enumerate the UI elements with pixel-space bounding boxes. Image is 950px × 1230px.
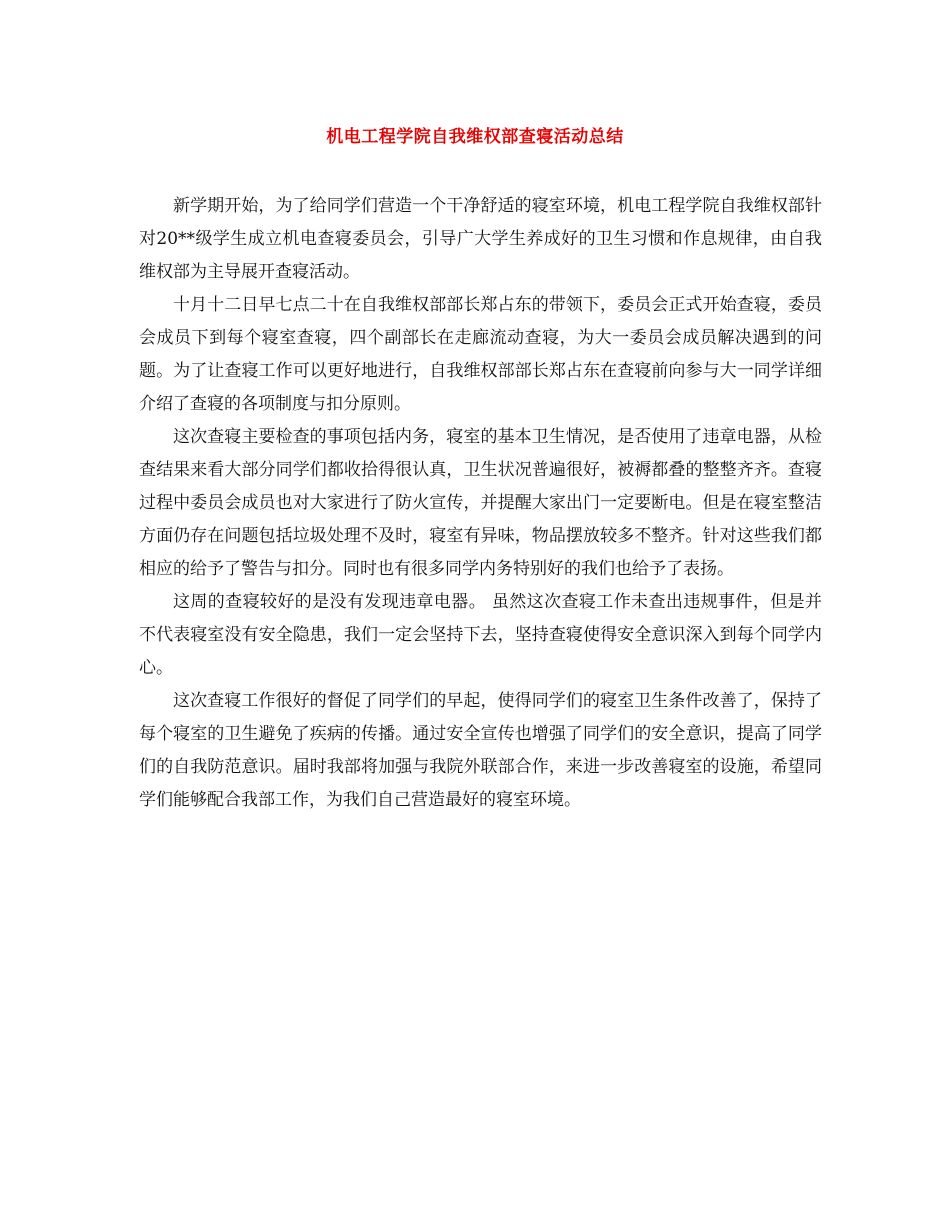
paragraph-3: 这次查寝主要检查的事项包括内务，寝室的基本卫生情况，是否使用了违章电器，从检查结果来看大部分同学们都收拾得很认真，卫生状况普遍很好，被褥都叠的整整齐齐。查寝过程中委员会成员也对大家进行了防火宣传，并提醒大家出门一定要断电。但是在寝室整洁方面仍存在问题包括垃圾处理不及时，寝室有异味，物品摆放较多不整齐。针对这些我们都相应的给予了警告与扣分。同时也有很多同学内务特别好的我们也给予了表扬。 bbox=[139, 427, 822, 579]
document-title: 机电工程学院自我维权部查寝活动总结 bbox=[326, 127, 624, 147]
paragraph-5: 这次查寝工作很好的督促了同学们的早起，使得同学们的寝室卫生条件改善了，保持了每个寝室的卫生避免了疾病的传播。通过安全宣传也增强了同学们的安全意识，提高了同学们的自我防范意识。届时我部将加强与我院外联部合作，来进一步改善寝室的设施，希望同学们能够配合我部工作，为我们自己营造最好的寝室环境。 bbox=[139, 691, 822, 810]
document-body bbox=[139, 190, 822, 817]
paragraph-4: 这周的查寝较好的是没有发现违章电器。 虽然这次查寝工作未查出违规事件，但是并不代表寝室没有安全隐患，我们一定会坚持下去，坚持查寝使得安全意识深入到每个同学内心。 bbox=[139, 592, 822, 678]
paragraph-1: 新学期开始，为了给同学们营造一个干净舒适的寝室环境，机电工程学院自我维权部针对20**级学生成立机电查寝委员会，引导广大学生养成好的卫生习惯和作息规律，由自我维权部为主导展开查寝活动。 bbox=[139, 196, 822, 282]
paragraph-2: 十月十二日早七点二十在自我维权部部长郑占东的带领下，委员会正式开始查寝，委员会成员下到每个寝室查寝，四个副部长在走廊流动查寝，为大一委员会成员解决遇到的问题。为了让查寝工作可以更好地进行，自我维权部部长郑占东在查寝前向参与大一同学详细介绍了查寝的各项制度与扣分原则。 bbox=[139, 295, 822, 414]
